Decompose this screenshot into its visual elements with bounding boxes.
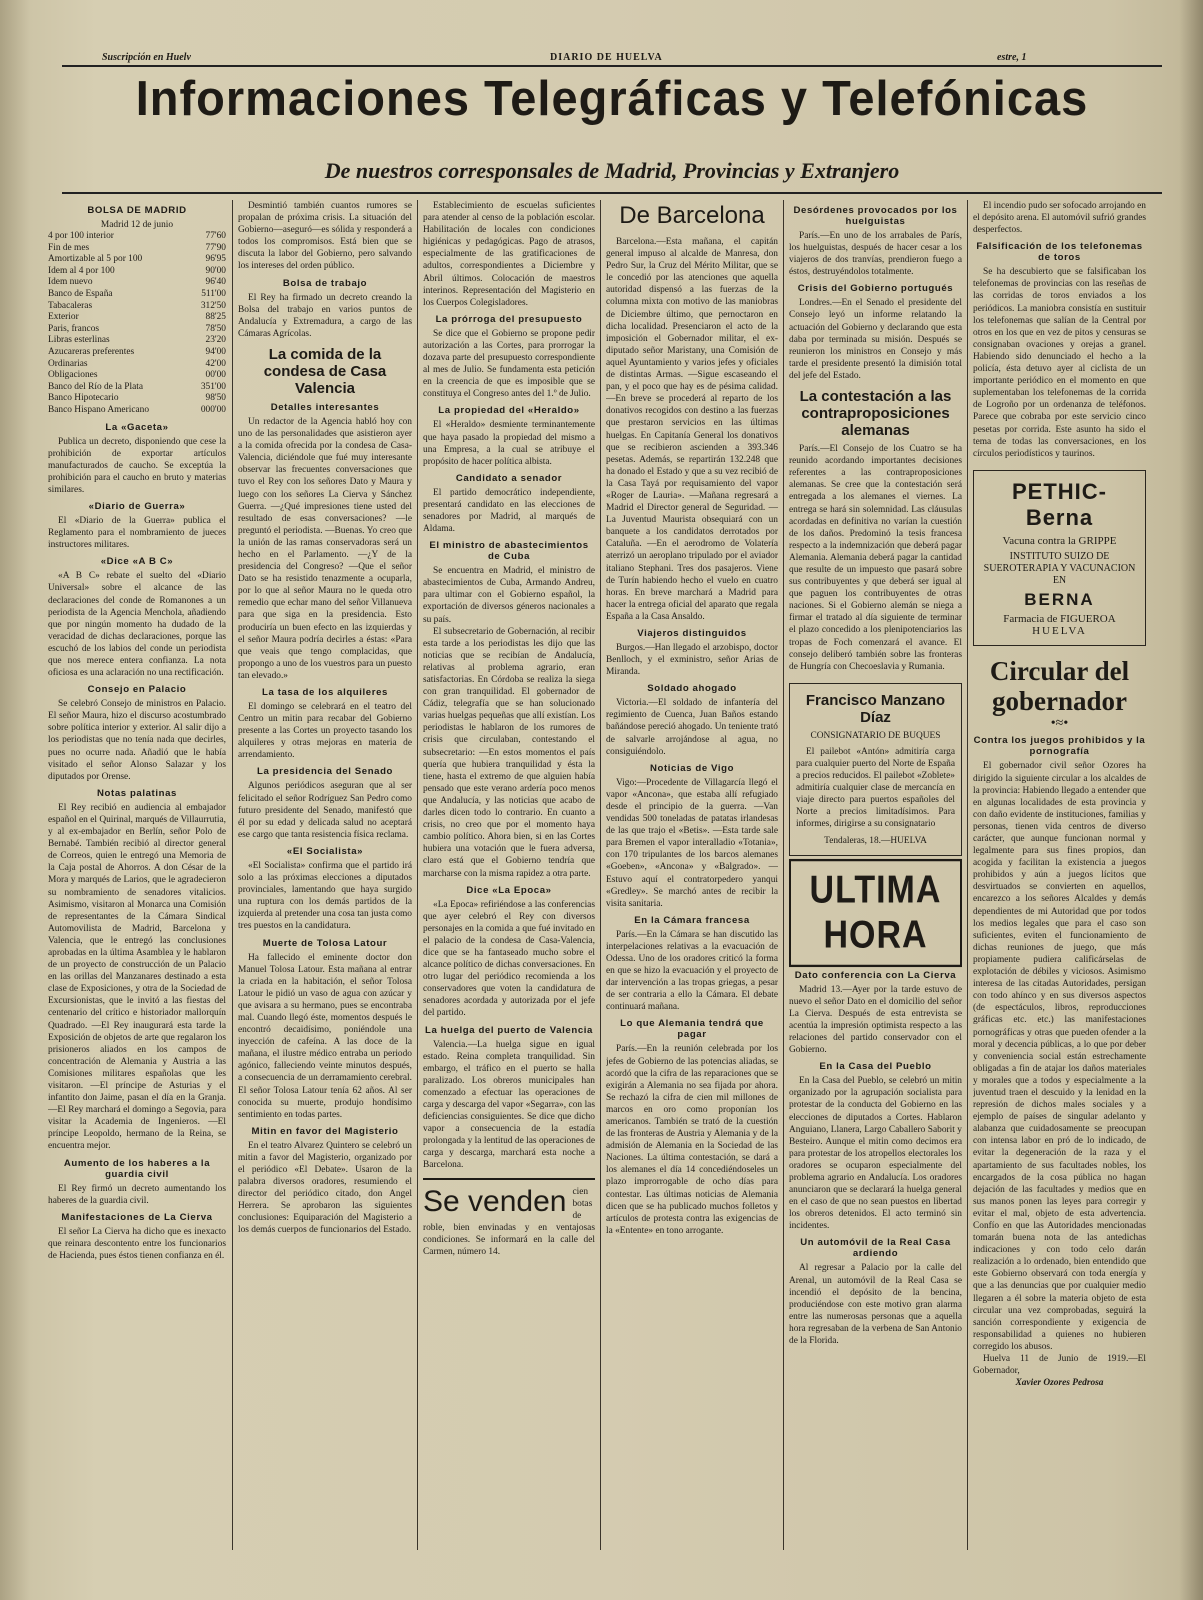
stock-value: 42'00 bbox=[205, 358, 226, 369]
page-edge-shadow bbox=[1179, 0, 1203, 1600]
stock-name: Banco del Río de la Plata bbox=[48, 381, 144, 392]
diario-guerra-heading: «Diario de Guerra» bbox=[88, 501, 186, 513]
stock-row bbox=[48, 335, 226, 347]
abc-text: «A B C» rebate el suelto del «Diario Universal» sobre el alcance de las declaraciones del conde de Romanones a un periodista de la Agencia Menchola, añadiendo que por ningún momento ha dudado de la veracidad de dichas declaraciones, porque las escuchó de los labios del conde un periodista que nos merece entera confianza. La nota oficiosa es una aclaración no una rectificación. bbox=[48, 571, 226, 679]
incendio-text: El incendio pudo ser sofocado arrojando en el depósito arena. El automóvil sufrió grandes desperfectos. bbox=[973, 201, 1146, 236]
column-1 bbox=[48, 200, 226, 1540]
dato-text: Madrid 13.—Ayer por la tarde estuvo de nuevo el señor Dato en el domicilio del señor La Cierva. Después de esta entrevista se acentúa la impresión optimista respecto a las relaciones del partido conservador con el Gobierno. bbox=[789, 984, 962, 1056]
circular-signature: Xavier Ozores Pedrosa bbox=[1015, 1378, 1104, 1389]
stock-row bbox=[48, 266, 226, 278]
column-rule bbox=[600, 200, 601, 1550]
abastecimientos-heading: El ministro de abastecimientos de Cuba bbox=[429, 540, 589, 563]
page-title: Informaciones Telegráficas y Telefónicas bbox=[135, 69, 1089, 126]
classified-text: cien botas de roble, bien envinadas y en ventajosas condiciones. Se informará en la calle del Carmen, número 14. bbox=[423, 1186, 595, 1258]
stock-value: 00'00 bbox=[205, 370, 226, 381]
stock-name: Paris, francos bbox=[48, 323, 100, 334]
classified-title: Se venden bbox=[423, 1184, 567, 1218]
tolosa-text: Ha fallecido el eminente doctor don Manuel Tolosa Latour. Esta mañana al entrar la criada en la habitación, el señor Tolosa Latour le pidió un vaso de agua con azúcar y que avisara a su hermano, pues se encontraba mal. Cuando llegó éste, momentos después le encontró decaidísimo, poniéndole una inyección de cafeína. A las doce de la mañana, el ilustre médico entraba un periodo agónico, falleciendo veinte minutos después, a consecuencia de un derramamiento cerebral. El señor Tolosa Latour tenía 62 años. Al ser conocida su muerte, produjo hondísimo sentimiento en todas partes. bbox=[238, 952, 412, 1120]
vaccine-pharmacy: Farmacia de FIGUEROA bbox=[1003, 613, 1116, 626]
shipping-ad-address: Tendaleras, 18.—HUELVA bbox=[824, 835, 927, 846]
desordenes-heading: Desórdenes provocados por los huelguistas bbox=[793, 205, 958, 227]
header-date: estre, 1 bbox=[997, 52, 1027, 63]
subtitle-rule bbox=[62, 192, 1162, 194]
automovil-text: Al regresar a Palacio por la calle del Arenal, un automóvil de la Real Casa se incendió el depósito de la bencina, produciéndose con este motivo gran alarma entre las numerosas personas que a aquella hora regresaban de la verbena de San Antonio de la Florida. bbox=[789, 1263, 962, 1346]
camara-text: París.—En la Cámara se han discutido las interpelaciones relativas a la evacuación de Odessa. Uno de los oradores criticó la forma en que se hizo la evacuación y el proyecto de dar intervención a las tropas griegas, a pesar de ser contraria a ello la Cámara. El debate continuará mañana. bbox=[606, 929, 778, 1013]
manifestaciones-heading: Manifestaciones de La Cierva bbox=[61, 1211, 213, 1223]
epoca-heading: Dice «La Epoca» bbox=[466, 884, 552, 896]
contestacion-text: París.—El Consejo de los Cuatro se ha reunido acordando importantes decisiones referentes a las contraproposiciones alemanas. Se cree que la contestación será entregada a los alemanes el viernes. La entrega se hará sin solemnidad. Las cláusulas acordadas en definitiva no varían la cuestión de los daños. Predominó la tesis francesa respecto a la indemnización que deberá pagar Alemania. Alemania deberá pagar la cantidad que resulte de un impuesto que pasará sobre sus contribuyentes y que deberá ser igual al que paguen los contribuyentes de otras naciones. Si el Gobierno alemán se niega a firmar el tratado al día siguiente de terminar el plazo concedido a los plenipotenciarios las tropas de Foch comenzará el avance. El consejo deliberó también sobre las fronteras de Hungría con Checoeslavia y Rumania. bbox=[789, 444, 962, 672]
notas-text: El Rey recibió en audiencia al embajador español en el Quirinal, marqués de Villaurrutia, y al ex-embajador en Berlín, señor Polo de Bernabé. También recibió al director general de Correos, quien le entregó una Memoria de la Caja postal de Ahorros. A don César de la Mora y marqués de Larios, que le agradecieron su nombramiento de senadores vitalicios. Asimismo, visitaron al Monarca una Comisión de representantes de la Cámara Sindical Automovilista de Madrid, Barcelona y Valencia, que le entregó las conclusiones aprobadas en la última Asamblea y le hablaron de un proyecto de construcción de un Palacio en las orillas del Manzanares destinado a esta clase de Exposiciones, y otra de la Sociedad de Excursionistas, que le invitó a las fiestas del centenario del crítico e historiador mallorquín Quadrado. —El Rey inaugurará esta tarde la Exposición de objetos de arte que regalaron los prisioneros aliados en los campos de concentración de Alemania y Austria a las Comisiones militares españolas que les visitaron. —El príncipe de Asturias y el infantito don Jaime, pasan el día en la Granja. —El Rey marchará el domingo a Segovia, para visitar la Academia de Ingenieros. —El príncipe Leopoldo, hermano de la Reina, se encuentra mejor. bbox=[48, 802, 226, 1152]
tolosa-heading: Muerte de Tolosa Latour bbox=[262, 937, 388, 949]
gaceta-heading: La «Gaceta» bbox=[105, 421, 169, 433]
stock-value: 78'50 bbox=[205, 323, 226, 334]
alemania-heading: Lo que Alemania tendrá que pagar bbox=[620, 1018, 764, 1041]
stock-row bbox=[48, 405, 226, 417]
prorroga-text: Se dice que el Gobierno se propone pedir autorización a las Cortes, para prorrogar la dozava parte del presupuesto correspondiente al mes de Julio. Se fundamenta esta petición en la creencia de que es imposible que se constituya el Congreso antes del 1.º de Julio. bbox=[423, 328, 595, 400]
valencia-text: Valencia.—La huelga sigue en igual estado. Reina completa tranquilidad. Sin embargo, el tráfico en el puerto se halla paralizado. Los obreros municipales han comenzado a efectuar las operaciones de carga y descarga del vapor «Segarra», con las deficiencias consiguientes. Se dice que dicho vapor a consecuencia de la estadía prolongada y la lentitud de las operaciones de carga y descarga, marchará esta noche a Barcelona. bbox=[423, 1039, 595, 1171]
ultima-hora-banner: ULTIMA HORA bbox=[789, 859, 962, 967]
camara-heading: En la Cámara francesa bbox=[634, 914, 750, 926]
escuelas-text: Establecimiento de escuelas suficientes para atender al censo de la población escolar. Habilitación de locales con condiciones higiénicas y pedagógicas. Pago de atrasos, especialmente de las gratificaciones de adultos, correspondientes a Diciembre y Abril últimos. Colocación de maestros interinos. Representación del Magisterio en los Cuerpos Colegisladores. bbox=[423, 201, 595, 308]
abastecimientos-text: Se encuentra en Madrid, el ministro de abastecimientos de Cuba, Armando Andreu, para ultimar con el Gobierno español, la exportación de diversos géneros nacionales a su país. bbox=[423, 566, 595, 625]
circular-heading: Circular del gobernador bbox=[989, 656, 1130, 717]
stock-value: 351'00 bbox=[200, 381, 226, 392]
alemania-text: París.—En la reunión celebrada por los jefes de Gobierno de las potencias aliadas, se acordó que la cifra de las reparaciones que se exigirán a Alemania no sea fijada por ahora. Se rechazó la cifra de cien mil millones de marcos en oro como proponían los americanos. También se trató de la cuestión de las fronteras de Austria y Alemania y de la admisión de Alemania en la Sociedad de las Naciones. La última contestación, se dará a los alemanes el día 14 concediéndoseles un plazo improrrogable de ocho días para contestar. Las últimas noticias de Alemania dicen que se ha publicado muchos folletos y artículos de protesta contra las exigencias de la «Entente» en tono arrogante. bbox=[606, 1044, 778, 1236]
vaccine-town: HUELVA bbox=[1032, 625, 1087, 638]
portugues-text: Londres.—En el Senado el presidente del Consejo leyó un informe relatando la actuación del Gobierno y declarando que esta daba por terminada su misión. Después se reunieron los ministros en Consejo y más tarde el presidente presentó la dimisión total del jefe del Estado. bbox=[789, 298, 962, 381]
crisis-text: Desmintió también cuantos rumores se propalan de próxima crisis. La situación del Gobierno—aseguró—es sólida y responderá a todos los compromisos. Está bien que se discuta la labor del Gobierno, pero salvando los intereses del orden público. bbox=[238, 201, 412, 272]
vaccine-line: Vacuna contra la GRIPPE bbox=[1002, 534, 1117, 547]
page-subtitle: De nuestros corresponsales de Madrid, Provincias y Extranjero bbox=[324, 158, 900, 183]
casa-pueblo-text: En la Casa del Pueblo, se celebró un mitin organizado por la agrupación socialista para protestar de la conducta del Gobierno en las elecciones de diputados a Cortes. Hablaron Anguiano, Llanera, Largo Caballero Saborit y Besteiro. Aunque el mitin como decimos era para protestar de los atropellos electorales los oradores se ocuparon especialmente del problema agrario en Andalucía. Los oradores anunciaron que se declarará la huelga general en el caso de que no sean puestos en libertad los obreros detenidos. El acto terminó sin incidentes. bbox=[789, 1076, 962, 1232]
automovil-heading: Un automóvil de la Real Casa ardiendo bbox=[800, 1237, 951, 1260]
ornament-divider: •≈• bbox=[1050, 716, 1069, 732]
stock-value: 96'95 bbox=[205, 254, 226, 265]
page-shadow bbox=[0, 0, 30, 1600]
comida-heading: La comida de la condesa de Casa Valencia bbox=[263, 345, 387, 397]
juegos-heading: Contra los juegos prohibidos y la pornografía bbox=[973, 735, 1146, 758]
masthead-strip bbox=[62, 52, 1162, 66]
stock-name: Tabacaleras bbox=[48, 300, 93, 311]
stock-value: 312'50 bbox=[200, 300, 226, 311]
bolsa-heading: BOLSA DE MADRID bbox=[87, 205, 187, 216]
viajeros-text: Burgos.—Han llegado el arzobispo, doctor Benlloch, y el exministro, señor Arias de Miranda. bbox=[606, 643, 778, 678]
column-3 bbox=[423, 200, 595, 1540]
viajeros-heading: Viajeros distinguidos bbox=[637, 628, 747, 639]
socialista-heading: «El Socialista» bbox=[286, 845, 364, 857]
vigo-heading: Noticias de Vigo bbox=[649, 762, 735, 774]
heraldo-text: El «Heraldo» desmiente terminantemente que haya pasado la propiedad del mismo a una Empresa, a la cual se atribuye el propósito de hacer política albista. bbox=[423, 420, 595, 467]
vaccine-brand: PETHIC-Berna bbox=[1012, 478, 1107, 530]
shipping-ad-name: Francisco Manzano Díaz bbox=[805, 691, 946, 726]
stock-name: Exterior bbox=[48, 312, 79, 323]
stock-name: Obligaciones bbox=[48, 370, 98, 381]
aumento-text: El Rey firmó un decreto aumentando los haberes de la guardia civil. bbox=[48, 1183, 226, 1206]
stock-value: 90'00 bbox=[205, 265, 226, 276]
contestacion-heading: La contestación a las contraproposiciones alemanas bbox=[799, 388, 952, 440]
stock-row bbox=[48, 277, 226, 289]
prorroga-heading: La prórroga del presupuesto bbox=[435, 313, 583, 325]
header-subscription: Suscripción en Huelv bbox=[102, 52, 191, 63]
column-rule bbox=[232, 200, 233, 1550]
soldado-text: Victoria.—El soldado de infantería del regimiento de Cuenca, Juan Baños estando bañándose pereció ahogado. Un teniente trató de salvarle arrojándose al agua, no consiguiéndolo. bbox=[606, 698, 778, 757]
column-2 bbox=[238, 200, 412, 1540]
candidato-heading: Candidato a senador bbox=[455, 472, 563, 484]
stock-value: 94'00 bbox=[205, 347, 226, 358]
stock-value: 23'20 bbox=[205, 335, 226, 346]
stock-name: Libras esterlinas bbox=[48, 335, 110, 346]
falsificacion-heading: Falsificación de los telefonemas de toros bbox=[976, 241, 1143, 264]
stock-row bbox=[48, 324, 226, 336]
falsificacion-text: Se ha descubierto que se falsificaban los telefonemas de provincias con las reseñas de las corridas de toros enviados a los periódicos. La maniobra consistía en sustituir los telefonemas que salían de la Central por otros en los que en vez de pitos y censuras se consignaban ovaciones y orejas a granel. Habiendo sido denunciado el hecho a la policía, ésta detuvo ayer al ciclista de un importante periódico en el momento en que suplementaban los telefonemas de la corrida de Logroño por un ordenanza de teléfonos. Parece que cobraba por este servicio cinco pesetas por corrida. Este asunto ha sido el tema de todas las conversaciones, en los círculos periodísticos y taurinos. bbox=[973, 267, 1146, 459]
stock-name: Ordinarias bbox=[48, 358, 88, 369]
stock-name: Idem al 4 por 100 bbox=[48, 265, 115, 276]
dato-heading: Dato conferencia con La Cierva bbox=[794, 969, 957, 981]
gaceta-text: Publica un decreto, disponiendo que cese la prohibición de exportar artículos manufacturados de caucho. Se exceptúa la prohibición para el caucho en bruto y materias similares. bbox=[48, 436, 226, 495]
barcelona-text: Barcelona.—Esta mañana, el capitán general impuso al alcalde de Manresa, don Pedro Sur, la Cruz del Mérito Militar, que se le concedió por las atenciones que aquella autoridad dispensó a las fuerzas de la columna mixta con motivo de las maniobras de Diciembre último, que pernoctaron en dicha localidad. Presenciaron el acto de la imposición el Gobernador militar, el ex-diputado señor Maristany, una Comisión de aquel Ayuntamiento y varios jefes y oficiales de distintas Armas. —Sigue escaseando el pan, y el poco que hay es de pésima calidad. —En breve se procederá al reparto de los donativos recogidos con destino a las fuerzas que prestaron servicios en las últimas huelgas. En Capitanía General los donativos que se recibieron ascienden a 393.346 pesetas. Además, se repartirán 132.248 que ha donado el Estado y que a su vez recibió de la Casa Tayá por requisamiento del vapor «Roger de Lauria». —Mañana regresará a Madrid el Director general de Seguridad. —La Juventud Maurista obsequiará con un banquete a los candidatos derrotados por Cataluña. —En el aerodromo de Volatería aterrizó un aeroplano tripulado por el aviador italiano Stephani. Tres dos pasajeros. Viene de Turín habiendo hecho el vuelo en cuatro horas. En breve marchará a Madrid para hacer la entrega oficial del aparato que regala España a la Casa Ansaldo. bbox=[606, 237, 778, 622]
stock-value: 98'50 bbox=[205, 393, 226, 404]
vaccine-city: BERNA bbox=[1024, 590, 1095, 610]
magisterio-text: En el teatro Alvarez Quintero se celebró un mitin a favor del Magisterio, organizado por el periódico «El Debate». Usaron de la palabra diversos oradores, resumiendo el director del periódico citado, don Angel Herrera. Se aprobaron las siguientes conclusiones: Equiparación del Magisterio a los demás cuerpos de funcionarios del Estado. bbox=[238, 1140, 412, 1236]
senado-text: Algunos periódicos aseguran que al ser felicitado el señor Rodríguez San Pedro como futuro presidente del Senado, manifestó que él por su edad y delicada salud no aceptará ese cargo que tanta resistencia física reclama. bbox=[238, 781, 412, 840]
stock-name: Azucareras preferentes bbox=[48, 347, 135, 358]
stock-row bbox=[48, 289, 226, 301]
column-rule bbox=[967, 200, 968, 1550]
stock-row bbox=[48, 393, 226, 405]
magisterio-heading: Mitin en favor del Magisterio bbox=[251, 1125, 399, 1137]
stock-row bbox=[48, 254, 226, 266]
stock-name: Banco Hipotecario bbox=[48, 393, 119, 404]
stock-row bbox=[48, 382, 226, 394]
stock-row bbox=[48, 312, 226, 324]
column-4 bbox=[606, 200, 778, 1540]
stock-table bbox=[48, 231, 226, 417]
stock-value: 511'00 bbox=[201, 289, 226, 300]
stock-name: Idem nuevo bbox=[48, 277, 93, 288]
column-rule bbox=[417, 200, 418, 1550]
valencia-heading: La huelga del puerto de Valencia bbox=[425, 1024, 593, 1036]
stock-name: Amortizable al 5 por 100 bbox=[48, 254, 143, 265]
bolsa-trabajo-heading: Bolsa de trabajo bbox=[282, 277, 368, 289]
stock-row bbox=[48, 301, 226, 313]
vaccine-institute: INSTITUTO SUIZO DE SUEROTERAPIA Y VACUNACION EN bbox=[983, 550, 1136, 587]
consejo-text: Se celebró Consejo de ministros en Palacio. El señor Maura, hizo el discurso acostumbrado sobre política interior y exterior. Al salir dijo a los periodistas que no tenía nada que decirles, pues no ocurre nada. Añadió que le había visitado el señor Alonso Salazar y los diputados por Orense. bbox=[48, 699, 226, 782]
stock-row bbox=[48, 370, 226, 382]
stock-row bbox=[48, 243, 226, 255]
abc-heading: «Dice «A B C» bbox=[100, 556, 174, 568]
casa-pueblo-heading: En la Casa del Pueblo bbox=[819, 1061, 932, 1073]
stock-name: Banco Hispano Americano bbox=[48, 405, 150, 415]
heraldo-heading: La propiedad del «Heraldo» bbox=[438, 405, 580, 417]
header-rule bbox=[62, 65, 1162, 67]
comida-text: Un redactor de la Agencia habló hoy con uno de las personalidades que asistieron ayer a la comida ofrecida por la condesa de Casa-Valencia, diciéndole que fué muy interesante observar las frecuentes conversaciones que tuvo el Rey con los señores Dato y Maura y luego con los señores La Cierva y Sánchez Guerra. —¿Qué impresiones tiene usted del resultado de esas conversaciones? —le preguntó el periodista. —Buenas. Yo creo que la unión de las ramas conservadoras será un hecho en el Parlamento. —¿Y de la presidencia del Congreso? —Que el señor Dato se ha resistido tenazmente a ocuparla, por lo que al señor Maura no le queda otro remedio que echar mano del señor Villanueva para que siga en la presidencia. Esto produciría un buen efecto en las izquierdas y el señor Maura podría decirles a éstas: «Para que veais que tengo complacidas, que propongo a uno de los vuestros para un puesto tan elevado.» bbox=[238, 416, 412, 681]
circular-date: Huelva 11 de Junio de 1919.—El Gobernador, bbox=[973, 1354, 1146, 1377]
column-5 bbox=[789, 200, 962, 1540]
stock-value: 77'90 bbox=[205, 242, 226, 253]
manifestaciones-text: El señor La Cierva ha dicho que es inexacto que reinara descontento entre los funcionarios de Hacienda, pues éstos tienen confianza en él. bbox=[48, 1226, 226, 1261]
stock-value: 96'40 bbox=[205, 277, 226, 288]
portugues-heading: Crisis del Gobierno portugués bbox=[797, 283, 954, 295]
shipping-ad bbox=[789, 683, 962, 856]
stock-value: 88'25 bbox=[205, 312, 226, 323]
detalles-heading: Detalles interesantes bbox=[270, 401, 380, 413]
vaccine-ad bbox=[973, 470, 1146, 647]
barcelona-heading: De Barcelona bbox=[619, 202, 765, 229]
classified-ad bbox=[423, 1178, 595, 1259]
desordenes-text: París.—En uno de los arrabales de París, los huelguistas, después de hacer cesar a los viajeros de dos tranvías, prendieron fuego a éstos, destruyéndolos totalmente. bbox=[789, 231, 962, 278]
stock-row bbox=[48, 347, 226, 359]
notas-heading: Notas palatinas bbox=[97, 787, 177, 799]
stock-name: Fin de mes bbox=[48, 242, 90, 253]
stock-row bbox=[48, 231, 226, 243]
socialista-text: «El Socialista» confirma que el partido irá solo a las próximas elecciones a diputados provinciales, lamentando que haya surgido una ruptura con los demás partidos de la izquierda al pretender una cosa tan justa como tres puestos en la candidatura. bbox=[238, 860, 412, 932]
column-6 bbox=[973, 200, 1146, 1540]
subsecretario-text: El subsecretario de Gobernación, al recibir esta tarde a los periodistas les dijo que las noticias que se recibían de Andalucía, relativas al problema agrario, eran satisfactorias. En Córdoba se realiza la siega con gran tranquilidad. El gobernador de Cádiz, telegrafía que se han solucionado varias huelgas pequeñas que allí existían. Los periodistas le hablaron de los rumores de crisis que circulaban, contestando el subsecretario: —En estos momentos el país quería que hubiera tranquilidad y ésta la tiene, hasta el extremo de que alguien había pensado que este verano ardería poco menos que Andalucía, y las noticias que acabo de darles dicen todo lo contrario. En cuanto a crisis, no creo que por el momento haya cambio político. Ahora bien, si en las Cortes hubiera una votación que le fuera adversa, claro está que el Gobierno tendría que marcharse con la misma rapidez a otra parte. bbox=[423, 626, 595, 879]
stock-name: 4 por 100 interior bbox=[48, 231, 114, 242]
consejo-heading: Consejo en Palacio bbox=[87, 684, 187, 696]
epoca-text: «La Epoca» refiriéndose a las conferencias que ayer celebró el Rey con diversos personajes en la comida a que fué invitado en el palacio de la condesa de Casa-Valencia, dice que se ha fantaseado mucho sobre el alcance político de dichas conversaciones. En otro lugar del periódico recomienda a los conservadores que voten la candidatura de senadores acordada y autorizada por el jefe del partido. bbox=[423, 899, 595, 1019]
candidato-text: El partido democrático independiente, presentará candidato en las elecciones de senadores por Madrid, al marqués de Aldama. bbox=[423, 487, 595, 535]
bolsa-date: Madrid 12 de junio bbox=[100, 220, 174, 230]
stock-name: Banco de España bbox=[48, 289, 113, 300]
column-rule bbox=[783, 200, 784, 1550]
diario-guerra-text: El «Diario de la Guerra» publica el Reglamento para el nombramiento de jueces instructores militares. bbox=[48, 516, 226, 551]
circular-text: El gobernador civil señor Ozores ha dirigido la siguiente circular a los alcaldes de la provincia: Habiendo llegado a entender que en algunas localidades de esta provincia y con daño evidente de instituciones, familias y personas, tienen vida centros de diverso carácter, que aunque funcionan normal y legalmente para sus fines propios, dan acogida y facilitan la existencia a juegos prohibidos y aún a juegos lícitos que desvirtuados se convierten en aquellos, encarezco a los señores Alcaldes y demás dependientes de mi Autoridad que por todos los medios legales que para el caso son suficientes, eviten el funcionamiento de dichas reuniones de juego, que más propiamente pudiera calificárselas de explotación de débiles y viciosos. Asimismo interesa de las citadas Autoridades, persigan con todo ahínco y en sus diversos aspectos (de espectáculos, libros, reproducciones gráficas etc. etc.) las manifestaciones pornográficas y otras que pueden ofender a la moral y decencia públicas, a lo que por deber y conveniencia social están estrechamente obligadas a fin de atajar los daños materiales y morales que a todos y especialmente a la juventud traen el descuido y la lenidad en la represión de dichos males sociales y a ejemplo de países de singular adelanto y alabanza que cuidadosamente se preocupan con intensa labor en pró de lo indicado, de evitar la degeneración de la raza y el apartamiento de sus facultades nobles, los encargados de la cosa pública no hagan dejación de las facultades y medios que en sus manos ponen las leyes para corregir y evitar el mal, objeto de esta advertencia. Confío en que las Autoridades mencionadas tomarán buena nota de las antedichas indicaciones y con todo celo darán realización a lo ordenado, bien entendido que este Gobierno observará con toda energía y que a las denuncias que por cualquier medio llegaren a él sobre la materia objeto de esta circular una vez comprobadas, seguirá la sanción correspondiente y exigencia de responsabilidad a quienes no hubieren corregido los abusos. bbox=[973, 761, 1146, 1352]
alquileres-text: El domingo se celebrará en el teatro del Centro un mitin para recabar del Gobierno presente a las Cortes un proyecto tasando los alquileres y otras mejoras en materia de arrendamiento. bbox=[238, 702, 412, 761]
aumento-heading: Aumento de los haberes a la guardia civil bbox=[63, 1157, 211, 1180]
senado-heading: La presidencia del Senado bbox=[256, 766, 394, 778]
stock-value: 77'60 bbox=[205, 231, 226, 242]
vigo-text: Vigo:—Procedente de Villagarcía llegó el vapor «Ancona», que estaba allí refugiado desde el principio de la guerra. —Van vendidas 500 toneladas de patatas irlandesas de las que trajo el «Betis». —Esta tarde sale para Bremen el vapor interalladio «Totania», con 170 tripulantes de los barcos alemanes «Goeben», «Ancona» y «Balgrado». —Estuvo aquí el contratorpedero yanqui «Gredley». Se marchó antes de recibir la visita sanitaria. bbox=[606, 777, 778, 909]
stock-value: 000'00 bbox=[200, 405, 226, 415]
shipping-ad-text: El pailebot «Antón» admitiría carga para cualquier puerto del Norte de España a precios reducidos. El pailebot «Zoblete» admitiría cualquier clase de mercancía en viaje directo para puertos españoles del Norte a precios limitadísimos. Para informes, dirigirse a su consignatario bbox=[796, 746, 955, 830]
soldado-heading: Soldado ahogado bbox=[647, 683, 737, 695]
bolsa-trabajo-text: El Rey ha firmado un decreto creando la Bolsa del trabajo en varios puntos de Andalucía y Extremadura, a cargo de las Cámaras Agrícolas. bbox=[238, 292, 412, 339]
header-newspaper-name: DIARIO DE HUELVA bbox=[550, 52, 663, 63]
alquileres-heading: La tasa de los alquileres bbox=[262, 687, 388, 698]
stock-row bbox=[48, 359, 226, 371]
shipping-ad-subtitle: CONSIGNATARIO DE BUQUES bbox=[810, 730, 941, 741]
